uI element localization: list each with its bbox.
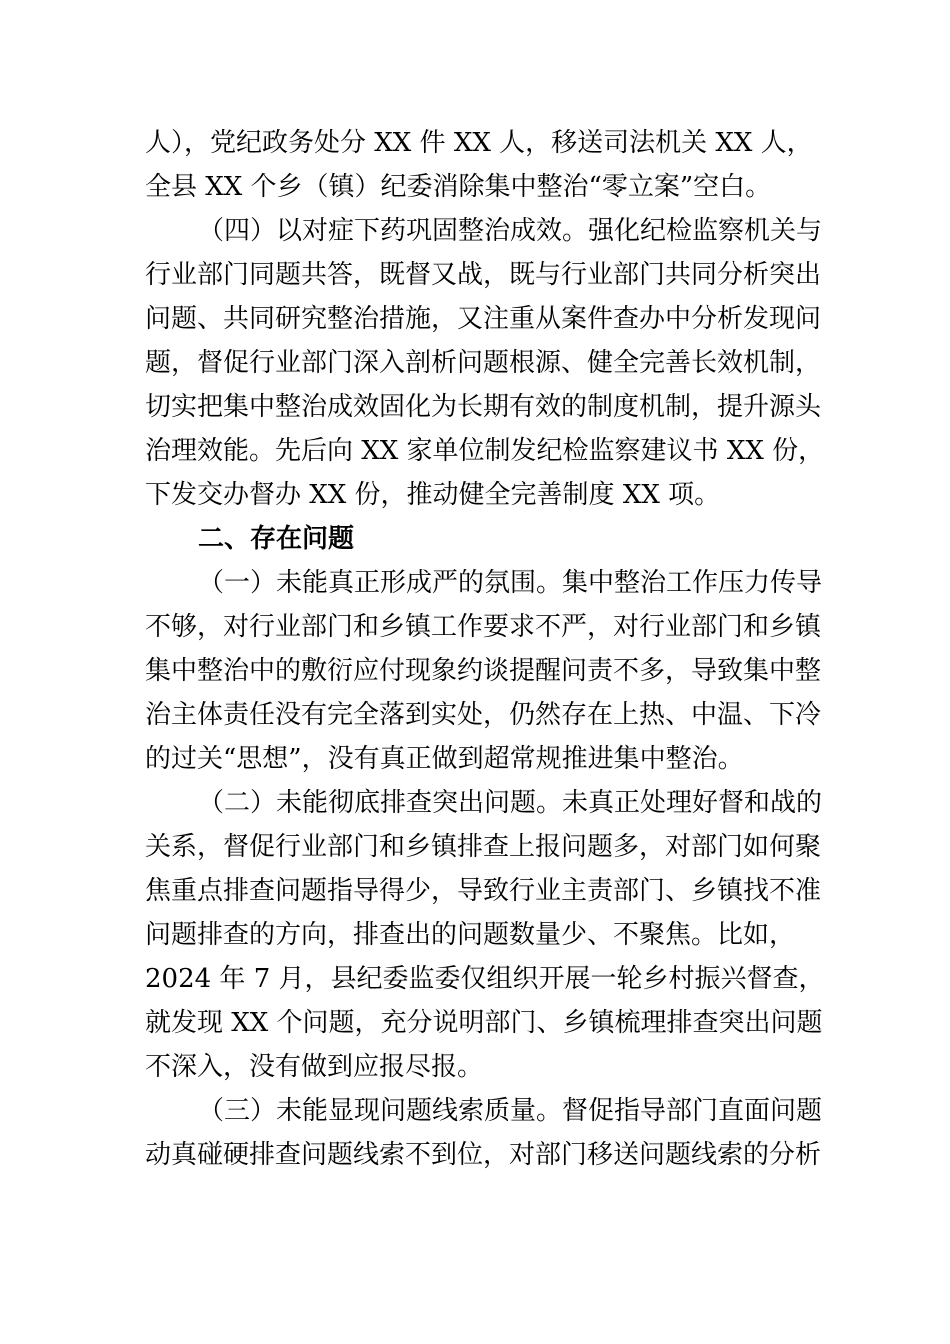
text-line: （三）未能显现问题线索质量。督促指导部门直面问题	[198, 1096, 823, 1126]
text-line: 题，督促行业部门深入剖析问题根源、健全完善长效机制，	[145, 348, 822, 378]
text-line: 集中整治中的敷衍应付现象约谈提醒问责不多，导致集中整	[145, 656, 822, 686]
text-line: （四）以对症下药巩固整治成效。强化纪检监察机关与	[198, 216, 823, 246]
text-line: 切实把集中整治成效固化为长期有效的制度机制，提升源头	[145, 392, 822, 422]
text-line: 治理效能。先后向 XX 家单位制发纪检监察建议书 XX 份，	[145, 436, 825, 466]
text-line: 不够，对行业部门和乡镇工作要求不严，对行业部门和乡镇	[145, 612, 822, 642]
text-line: 关系，督促行业部门和乡镇排查上报问题多，对部门如何聚	[145, 832, 822, 862]
text-line: 动真碰硬排查问题线索不到位，对部门移送问题线索的分析	[145, 1140, 822, 1170]
text-line: 不深入，没有做到应报尽报。	[145, 1052, 484, 1082]
text-line: 下发交办督办 XX 份，推动健全完善制度 XX 项。	[145, 480, 721, 510]
text-line: 问题、共同研究整治措施，又注重从案件查办中分析发现问	[145, 304, 822, 334]
text-line: 人），党纪政务处分 XX 件 XX 人，移送司法机关 XX 人，	[145, 128, 813, 158]
text-line: 就发现 XX 个问题，充分说明部门、乡镇梳理排查突出问题	[145, 1008, 823, 1038]
text-line: 2024 年 7 月，县纪委监委仅组织开展一轮乡村振兴督查，	[145, 964, 825, 994]
section-heading: 二、存在问题	[198, 524, 355, 554]
text-line: 全县 XX 个乡（镇）纪委消除集中整治“零立案”空白。	[145, 172, 772, 202]
text-line: 行业部门同题共答，既督又战，既与行业部门共同分析突出	[145, 260, 822, 290]
text-line: 问题排查的方向，排查出的问题数量少、不聚焦。比如，	[145, 920, 796, 950]
text-line: 的过关“思想”，没有真正做到超常规推进集中整治。	[145, 744, 744, 774]
text-line: （一）未能真正形成严的氛围。集中整治工作压力传导	[198, 568, 823, 598]
text-line: 治主体责任没有完全落到实处，仍然存在上热、中温、下冷	[145, 700, 822, 730]
text-line: 焦重点排查问题指导得少，导致行业主责部门、乡镇找不准	[145, 876, 822, 906]
text-line: （二）未能彻底排查突出问题。未真正处理好督和战的	[198, 788, 823, 818]
